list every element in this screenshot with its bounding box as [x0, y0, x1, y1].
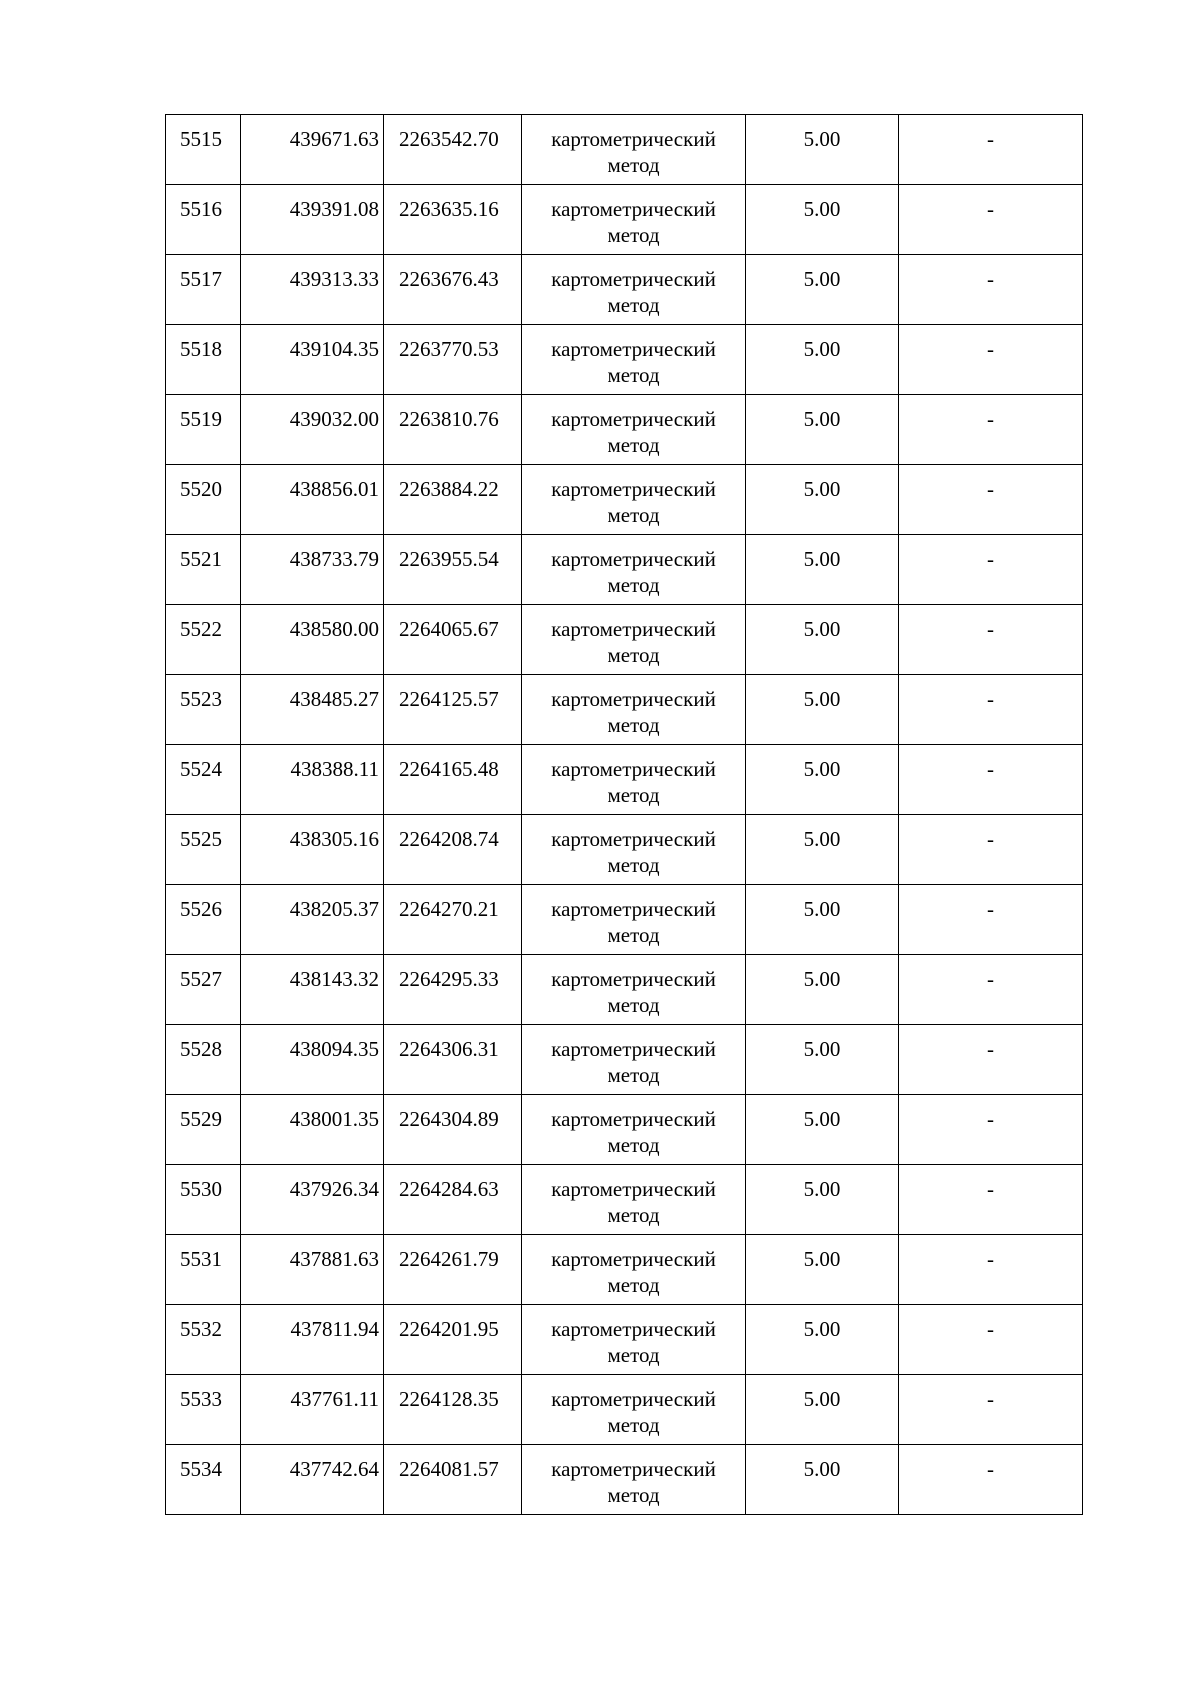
note-cell: - — [899, 325, 1083, 395]
x-coordinate-cell: 438094.35 — [241, 1025, 384, 1095]
method-text: картометрический метод — [551, 827, 716, 877]
method-text: картометрический метод — [551, 757, 716, 807]
y-coordinate-cell: 2264081.57 — [384, 1445, 522, 1515]
method-text: картометрический метод — [551, 1037, 716, 1087]
note-cell: - — [899, 1025, 1083, 1095]
y-coordinate-cell: 2264295.33 — [384, 955, 522, 1025]
note-cell: - — [899, 395, 1083, 465]
y-coordinate-cell: 2263884.22 — [384, 465, 522, 535]
x-coordinate-cell: 438580.00 — [241, 605, 384, 675]
point-number-cell: 5515 — [166, 115, 241, 185]
accuracy-cell: 5.00 — [746, 745, 899, 815]
accuracy-cell: 5.00 — [746, 465, 899, 535]
method-text: картометрический метод — [551, 477, 716, 527]
accuracy-cell: 5.00 — [746, 1305, 899, 1375]
point-number-cell: 5529 — [166, 1095, 241, 1165]
note-cell: - — [899, 1235, 1083, 1305]
method-text: картометрический метод — [551, 407, 716, 457]
method-text: картометрический метод — [551, 547, 716, 597]
method-text: картометрический метод — [551, 617, 716, 667]
method-cell — [522, 1165, 746, 1235]
accuracy-cell: 5.00 — [746, 1025, 899, 1095]
point-number-cell: 5530 — [166, 1165, 241, 1235]
table-row — [166, 1445, 1083, 1515]
method-text: картометрический метод — [551, 687, 716, 737]
accuracy-cell: 5.00 — [746, 535, 899, 605]
note-cell: - — [899, 185, 1083, 255]
method-text: картометрический метод — [551, 1387, 716, 1437]
table-row — [166, 115, 1083, 185]
note-cell: - — [899, 605, 1083, 675]
accuracy-cell: 5.00 — [746, 1375, 899, 1445]
accuracy-cell: 5.00 — [746, 185, 899, 255]
table-row — [166, 745, 1083, 815]
note-cell: - — [899, 465, 1083, 535]
note-cell: - — [899, 115, 1083, 185]
point-number-cell: 5526 — [166, 885, 241, 955]
accuracy-cell: 5.00 — [746, 675, 899, 745]
point-number-cell: 5521 — [166, 535, 241, 605]
accuracy-cell: 5.00 — [746, 1165, 899, 1235]
table-row — [166, 675, 1083, 745]
y-coordinate-cell: 2263770.53 — [384, 325, 522, 395]
table-row — [166, 535, 1083, 605]
coordinates-table-body — [166, 115, 1083, 1515]
point-number-cell: 5518 — [166, 325, 241, 395]
accuracy-cell: 5.00 — [746, 1095, 899, 1165]
point-number-cell: 5528 — [166, 1025, 241, 1095]
table-row — [166, 185, 1083, 255]
note-cell: - — [899, 1095, 1083, 1165]
method-cell — [522, 115, 746, 185]
method-cell — [522, 325, 746, 395]
method-cell — [522, 675, 746, 745]
accuracy-cell: 5.00 — [746, 1235, 899, 1305]
table-row — [166, 1375, 1083, 1445]
x-coordinate-cell: 437926.34 — [241, 1165, 384, 1235]
note-cell: - — [899, 535, 1083, 605]
note-cell: - — [899, 955, 1083, 1025]
method-cell — [522, 745, 746, 815]
method-cell — [522, 955, 746, 1025]
method-cell — [522, 1095, 746, 1165]
table-row — [166, 255, 1083, 325]
method-cell — [522, 465, 746, 535]
y-coordinate-cell: 2264304.89 — [384, 1095, 522, 1165]
method-cell — [522, 1235, 746, 1305]
y-coordinate-cell: 2264201.95 — [384, 1305, 522, 1375]
method-cell — [522, 815, 746, 885]
note-cell: - — [899, 815, 1083, 885]
x-coordinate-cell: 438143.32 — [241, 955, 384, 1025]
x-coordinate-cell: 439032.00 — [241, 395, 384, 465]
method-text: картометрический метод — [551, 1107, 716, 1157]
table-row — [166, 1165, 1083, 1235]
y-coordinate-cell: 2264284.63 — [384, 1165, 522, 1235]
accuracy-cell: 5.00 — [746, 885, 899, 955]
accuracy-cell: 5.00 — [746, 325, 899, 395]
table-row — [166, 605, 1083, 675]
table-row — [166, 1235, 1083, 1305]
method-cell — [522, 1025, 746, 1095]
y-coordinate-cell: 2264065.67 — [384, 605, 522, 675]
accuracy-cell: 5.00 — [746, 1445, 899, 1515]
x-coordinate-cell: 437761.11 — [241, 1375, 384, 1445]
table-row — [166, 1025, 1083, 1095]
point-number-cell: 5533 — [166, 1375, 241, 1445]
point-number-cell: 5516 — [166, 185, 241, 255]
y-coordinate-cell: 2264208.74 — [384, 815, 522, 885]
y-coordinate-cell: 2264165.48 — [384, 745, 522, 815]
point-number-cell: 5534 — [166, 1445, 241, 1515]
accuracy-cell: 5.00 — [746, 955, 899, 1025]
y-coordinate-cell: 2264270.21 — [384, 885, 522, 955]
method-text: картометрический метод — [551, 127, 716, 177]
method-text: картометрический метод — [551, 967, 716, 1017]
y-coordinate-cell: 2264261.79 — [384, 1235, 522, 1305]
y-coordinate-cell: 2263676.43 — [384, 255, 522, 325]
method-text: картометрический метод — [551, 337, 716, 387]
x-coordinate-cell: 439391.08 — [241, 185, 384, 255]
note-cell: - — [899, 745, 1083, 815]
x-coordinate-cell: 439671.63 — [241, 115, 384, 185]
accuracy-cell: 5.00 — [746, 395, 899, 465]
x-coordinate-cell: 438856.01 — [241, 465, 384, 535]
x-coordinate-cell: 438001.35 — [241, 1095, 384, 1165]
table-row — [166, 395, 1083, 465]
table-row — [166, 1095, 1083, 1165]
method-text: картометрический метод — [551, 1177, 716, 1227]
x-coordinate-cell: 438733.79 — [241, 535, 384, 605]
x-coordinate-cell: 438388.11 — [241, 745, 384, 815]
table-row — [166, 885, 1083, 955]
table-row — [166, 955, 1083, 1025]
point-number-cell: 5517 — [166, 255, 241, 325]
note-cell: - — [899, 675, 1083, 745]
method-text: картометрический метод — [551, 197, 716, 247]
x-coordinate-cell: 437742.64 — [241, 1445, 384, 1515]
note-cell: - — [899, 1165, 1083, 1235]
table-row — [166, 465, 1083, 535]
y-coordinate-cell: 2263810.76 — [384, 395, 522, 465]
x-coordinate-cell: 438485.27 — [241, 675, 384, 745]
point-number-cell: 5531 — [166, 1235, 241, 1305]
note-cell: - — [899, 1305, 1083, 1375]
accuracy-cell: 5.00 — [746, 115, 899, 185]
method-cell — [522, 395, 746, 465]
accuracy-cell: 5.00 — [746, 815, 899, 885]
point-number-cell: 5524 — [166, 745, 241, 815]
y-coordinate-cell: 2264128.35 — [384, 1375, 522, 1445]
y-coordinate-cell: 2263635.16 — [384, 185, 522, 255]
point-number-cell: 5525 — [166, 815, 241, 885]
method-cell — [522, 885, 746, 955]
note-cell: - — [899, 255, 1083, 325]
note-cell: - — [899, 1375, 1083, 1445]
method-cell — [522, 535, 746, 605]
point-number-cell: 5532 — [166, 1305, 241, 1375]
method-cell — [522, 185, 746, 255]
x-coordinate-cell: 439104.35 — [241, 325, 384, 395]
x-coordinate-cell: 437811.94 — [241, 1305, 384, 1375]
accuracy-cell: 5.00 — [746, 255, 899, 325]
table-row — [166, 1305, 1083, 1375]
method-text: картометрический метод — [551, 1317, 716, 1367]
method-cell — [522, 1445, 746, 1515]
point-number-cell: 5523 — [166, 675, 241, 745]
method-cell — [522, 1375, 746, 1445]
note-cell: - — [899, 885, 1083, 955]
x-coordinate-cell: 438205.37 — [241, 885, 384, 955]
x-coordinate-cell: 438305.16 — [241, 815, 384, 885]
y-coordinate-cell: 2264306.31 — [384, 1025, 522, 1095]
method-cell — [522, 1305, 746, 1375]
y-coordinate-cell: 2264125.57 — [384, 675, 522, 745]
point-number-cell: 5519 — [166, 395, 241, 465]
point-number-cell: 5527 — [166, 955, 241, 1025]
y-coordinate-cell: 2263542.70 — [384, 115, 522, 185]
table-row — [166, 325, 1083, 395]
point-number-cell: 5522 — [166, 605, 241, 675]
method-cell — [522, 605, 746, 675]
point-number-cell: 5520 — [166, 465, 241, 535]
method-text: картометрический метод — [551, 267, 716, 317]
coordinates-table — [165, 114, 1083, 1515]
table-row — [166, 815, 1083, 885]
method-text: картометрический метод — [551, 897, 716, 947]
y-coordinate-cell: 2263955.54 — [384, 535, 522, 605]
x-coordinate-cell: 437881.63 — [241, 1235, 384, 1305]
method-text: картометрический метод — [551, 1247, 716, 1297]
method-text: картометрический метод — [551, 1457, 716, 1507]
note-cell: - — [899, 1445, 1083, 1515]
accuracy-cell: 5.00 — [746, 605, 899, 675]
method-cell — [522, 255, 746, 325]
x-coordinate-cell: 439313.33 — [241, 255, 384, 325]
